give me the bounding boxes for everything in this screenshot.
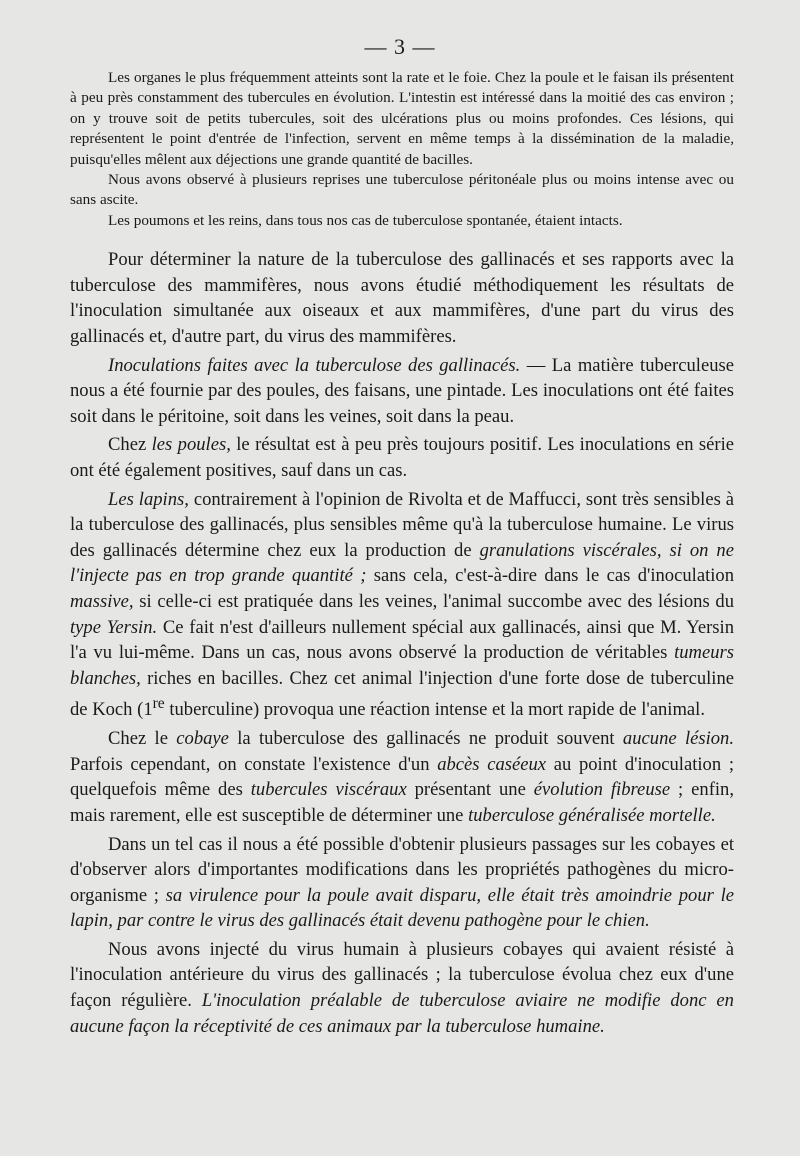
paragraph-virus-humain: Nous avons injecté du virus humain à plusieurs cobayes qui avaient résisté à l'inoculation antérieure du virus des gallinacés ; la tuberculose évolua chez eux d'une façon régulière. L'inoculation préalable de tuberculose aviaire ne modifie donc en aucune façon la réceptivité de ces animaux par la tuberculose humaine. — [70, 938, 734, 1037]
paragraph-passages: Dans un tel cas il nous a été possible d'obtenir plusieurs passages sur les cobayes et d'observer alors d'importantes modifications dans les propriétés pathogènes du micro-organisme ; sa virulence pour la poule avait disparu, elle était très amoindrie pour le lapin, par contre le virus des gallinacés était devenu pathogène pour le chien. — [70, 833, 734, 932]
paragraph-peritoneale: Nous avons observé à plusieurs reprises une tuberculose péritonéale plus ou moins intense avec ou sans ascite. — [70, 171, 734, 209]
paragraph-lapins: Les lapins, contrairement à l'opinion de Rivolta et de Maffucci, sont très sensibles à la tuberculose des gallinacés, plus sensibles même qu'à la tuberculose humaine. Le virus des gallinacés détermine chez eux la production de granulations viscérales, si on ne l'injecte pas en trop grande quantité ; sans cela, c'est-à-dire dans le cas d'inoculation massive, si celle-ci est pratiquée dans les veines, l'animal succombe avec des lésions du type Yersin. Ce fait n'est d'ailleurs nullement spécial aux gallinacés, ainsi que M. Yersin l'a vu lui-même. Dans un cas, nous avons observé la production de véritables tumeurs blanches, riches en bacilles. Chez cet animal l'injection d'une forte dose de tuberculine de Koch (1re tuberculine) provoqua une réaction intense et la mort rapide de l'animal. — [70, 488, 734, 721]
small-print-section — [70, 68, 734, 231]
main-text-section — [70, 247, 734, 1039]
paragraph-organes: Les organes le plus fréquemment atteints sont la rate et le foie. Chez la poule et le faisan ils présentent à peu près constamment des tubercules en évolution. L'intestin est intéressé dans la moitié des cas environ ; on y trouve soit de petits tubercules, soit des ulcérations plus ou moins profondes. Ces lésions, qui représentent le point d'entrée de l'infection, servent en même temps à la dissémination de la maladie, puisqu'elles mêlent aux déjections une grande quantité de bacilles. — [70, 69, 734, 168]
page-number: — 3 — — [364, 34, 436, 59]
paragraph-inoculations: Inoculations faites avec la tuberculose des gallinacés. — La matière tuberculeuse nous a été fournie par des poules, des faisans, une pintade. Les inoculations ont été faites soit dans le péritoine, soit dans les veines, soit dans la peau. — [70, 354, 734, 427]
paragraph-poules: Chez les poules, le résultat est à peu près toujours positif. Les inoculations en série ont été également positives, sauf dans un cas. — [70, 434, 734, 481]
page-body — [70, 68, 734, 1039]
paragraph-poumons: Les poumons et les reins, dans tous nos cas de tuberculose spontanée, étaient intacts. — [108, 211, 623, 229]
paragraph-determination: Pour déterminer la nature de la tuberculose des gallinacés et ses rapports avec la tuberculose des mammifères, nous avons étudié méthodiquement les résultats de l'inoculation simultanée aux oiseaux et aux mammifères, d'une part du virus des gallinacés et, d'autre part, du virus des mammifères. — [70, 249, 734, 348]
paragraph-cobaye: Chez le cobaye la tuberculose des gallinacés ne produit souvent aucune lésion. Parfois cependant, on constate l'existence d'un abcès caséeux au point d'inoculation ; quelquefois même des tubercules viscéraux présentant une évolution fibreuse ; enfin, mais rarement, elle est susceptible de déterminer une tuberculose généralisée mortelle. — [70, 728, 735, 826]
section-heading: Inoculations faites avec la tuberculose des gallinacés. — [108, 354, 521, 376]
